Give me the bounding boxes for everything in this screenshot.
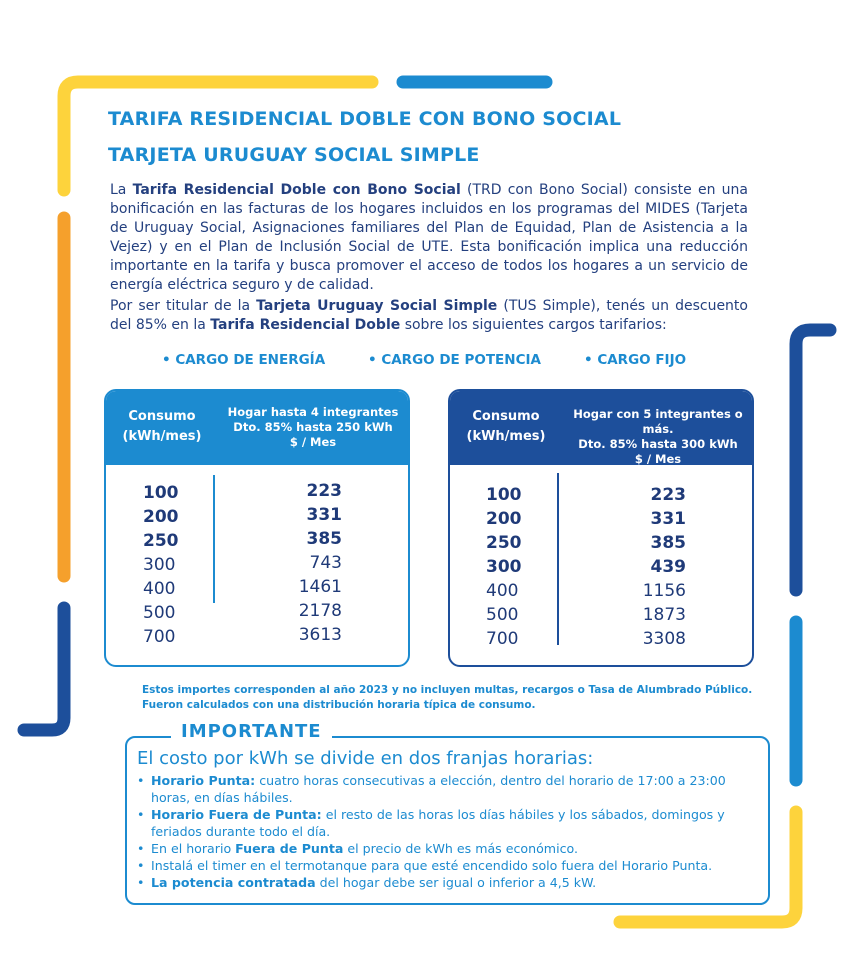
- important-item: [137, 857, 759, 874]
- charge-fijo: • CARGO FIJO: [584, 352, 687, 368]
- table-up-to-4: [104, 389, 410, 667]
- kwh-cell: 100: [143, 483, 179, 503]
- price-column: [638, 483, 686, 651]
- price-cell: 223: [650, 485, 686, 505]
- price-column: [294, 479, 342, 647]
- header-hogar: Hogar con 5 integrantes o más. Dto. 85% hasta 300 kWh $ / Mes: [573, 407, 743, 466]
- kwh-cell: 100: [486, 485, 522, 505]
- price-cell: 385: [306, 529, 342, 549]
- important-item: [137, 772, 759, 806]
- para2-mid: (TUS Simple), tenés un descuento del 85% en la: [110, 298, 748, 333]
- header-hogar: Hogar hasta 4 integrantes Dto. 85% hasta 250 kWh $ / Mes: [227, 405, 399, 449]
- important-item: [137, 840, 759, 857]
- kwh-column: [143, 481, 179, 649]
- footnote: [142, 683, 752, 713]
- para2-bold2: Tarifa Residencial Doble: [210, 317, 401, 333]
- price-cell: 439: [650, 557, 686, 577]
- important-item: [137, 874, 759, 891]
- price-cell: 3308: [642, 629, 686, 649]
- kwh-cell: 200: [486, 509, 522, 529]
- title-line-2: TARJETA URUGUAY SOCIAL SIMPLE: [108, 144, 480, 166]
- para2-pre: Por ser titular de la: [110, 298, 257, 314]
- important-item-bold: Horario Fuera de Punta:: [151, 807, 322, 822]
- price-cell: 385: [650, 533, 686, 553]
- important-item-bold: Horario Punta:: [151, 773, 256, 788]
- important-item-text: cuatro horas consecutivas a elección, dentro del horario de 17:00 a 23:00 horas, en días hábiles.: [151, 773, 726, 805]
- important-item-text: En el horario: [151, 841, 236, 856]
- important-item-bold: La potencia contratada: [151, 875, 316, 890]
- price-cell: 2178: [298, 601, 342, 621]
- price-cell: 743: [309, 553, 342, 573]
- header-consumo: Consumo (kWh/mes): [466, 409, 546, 444]
- kwh-cell: 200: [143, 507, 179, 527]
- charge-energia: • CARGO DE ENERGÍA: [162, 352, 326, 368]
- kwh-cell: 500: [486, 605, 519, 625]
- para1-pre: La: [110, 182, 133, 198]
- table-header: [106, 391, 408, 465]
- table-header: [450, 391, 752, 465]
- important-item-text: Instalá el timer en el termotanque para que esté encendido solo fuera del Horario Punta.: [151, 858, 713, 873]
- important-title: IMPORTANTE: [171, 721, 332, 742]
- kwh-cell: 400: [143, 579, 176, 599]
- kwh-cell: 700: [486, 629, 519, 649]
- kwh-cell: 400: [486, 581, 519, 601]
- important-item-text-after: el precio de kWh es más económico.: [343, 841, 578, 856]
- important-item-bold-after: Fuera de Punta: [235, 841, 344, 856]
- tus-paragraph: [110, 297, 748, 335]
- price-cell: 1461: [298, 577, 342, 597]
- price-cell: 1873: [642, 605, 686, 625]
- price-cell: 1156: [642, 581, 686, 601]
- para2-bold1: Tarjeta Uruguay Social Simple: [256, 298, 498, 314]
- important-list: [137, 772, 759, 891]
- kwh-cell: 250: [143, 531, 179, 551]
- table-5-or-more: [448, 389, 754, 667]
- price-cell: 223: [306, 481, 342, 501]
- para1-bold: Tarifa Residencial Doble con Bono Social: [132, 182, 461, 198]
- price-cell: 3613: [298, 625, 342, 645]
- price-cell: 331: [650, 509, 686, 529]
- important-item-text: del hogar debe ser igual o inferior a 4,5 kW.: [315, 875, 597, 890]
- intro-paragraph: [110, 181, 748, 295]
- charge-potencia: • CARGO DE POTENCIA: [368, 352, 541, 368]
- kwh-cell: 300: [143, 555, 176, 575]
- footnote-line-1: Estos importes corresponden al año 2023 y no incluyen multas, recargos o Tasa de Alumbrado Público.: [142, 684, 753, 696]
- para1-rest: (TRD con Bono Social) consiste en una bonificación en las facturas de los hogares incluidos en los programas del MIDES (Tarjeta de Uruguay Social, Asignaciones familiares del Plan de Equidad, Plan de Asistencia a la Vejez) y en el Plan de Inclusión Social de UTE. Esta bonificación implica una reducción importante en la tarifa y busca promover el acceso de todos los hogares a un servicio de energía eléctrica seguro y de calidad.: [110, 182, 748, 293]
- kwh-cell: 300: [486, 557, 522, 577]
- kwh-cell: 250: [486, 533, 522, 553]
- column-divider: [557, 473, 559, 645]
- header-consumo: Consumo (kWh/mes): [122, 409, 202, 444]
- important-item-text: el resto de las horas los días hábiles y los sábados, domingos y feriados durante todo el día.: [151, 807, 725, 839]
- para2-post: sobre los siguientes cargos tarifarios:: [400, 317, 667, 333]
- kwh-column: [486, 483, 522, 651]
- kwh-cell: 700: [143, 627, 176, 647]
- footnote-line-2: Fueron calculados con una distribución horaria típica de consumo.: [142, 699, 536, 711]
- important-item: [137, 806, 759, 840]
- important-subtitle: El costo por kWh se divide en dos franjas horarias:: [137, 748, 594, 769]
- column-divider: [213, 475, 215, 603]
- price-cell: 331: [306, 505, 342, 525]
- title-line-1: TARIFA RESIDENCIAL DOBLE CON BONO SOCIAL: [108, 108, 622, 130]
- kwh-cell: 500: [143, 603, 176, 623]
